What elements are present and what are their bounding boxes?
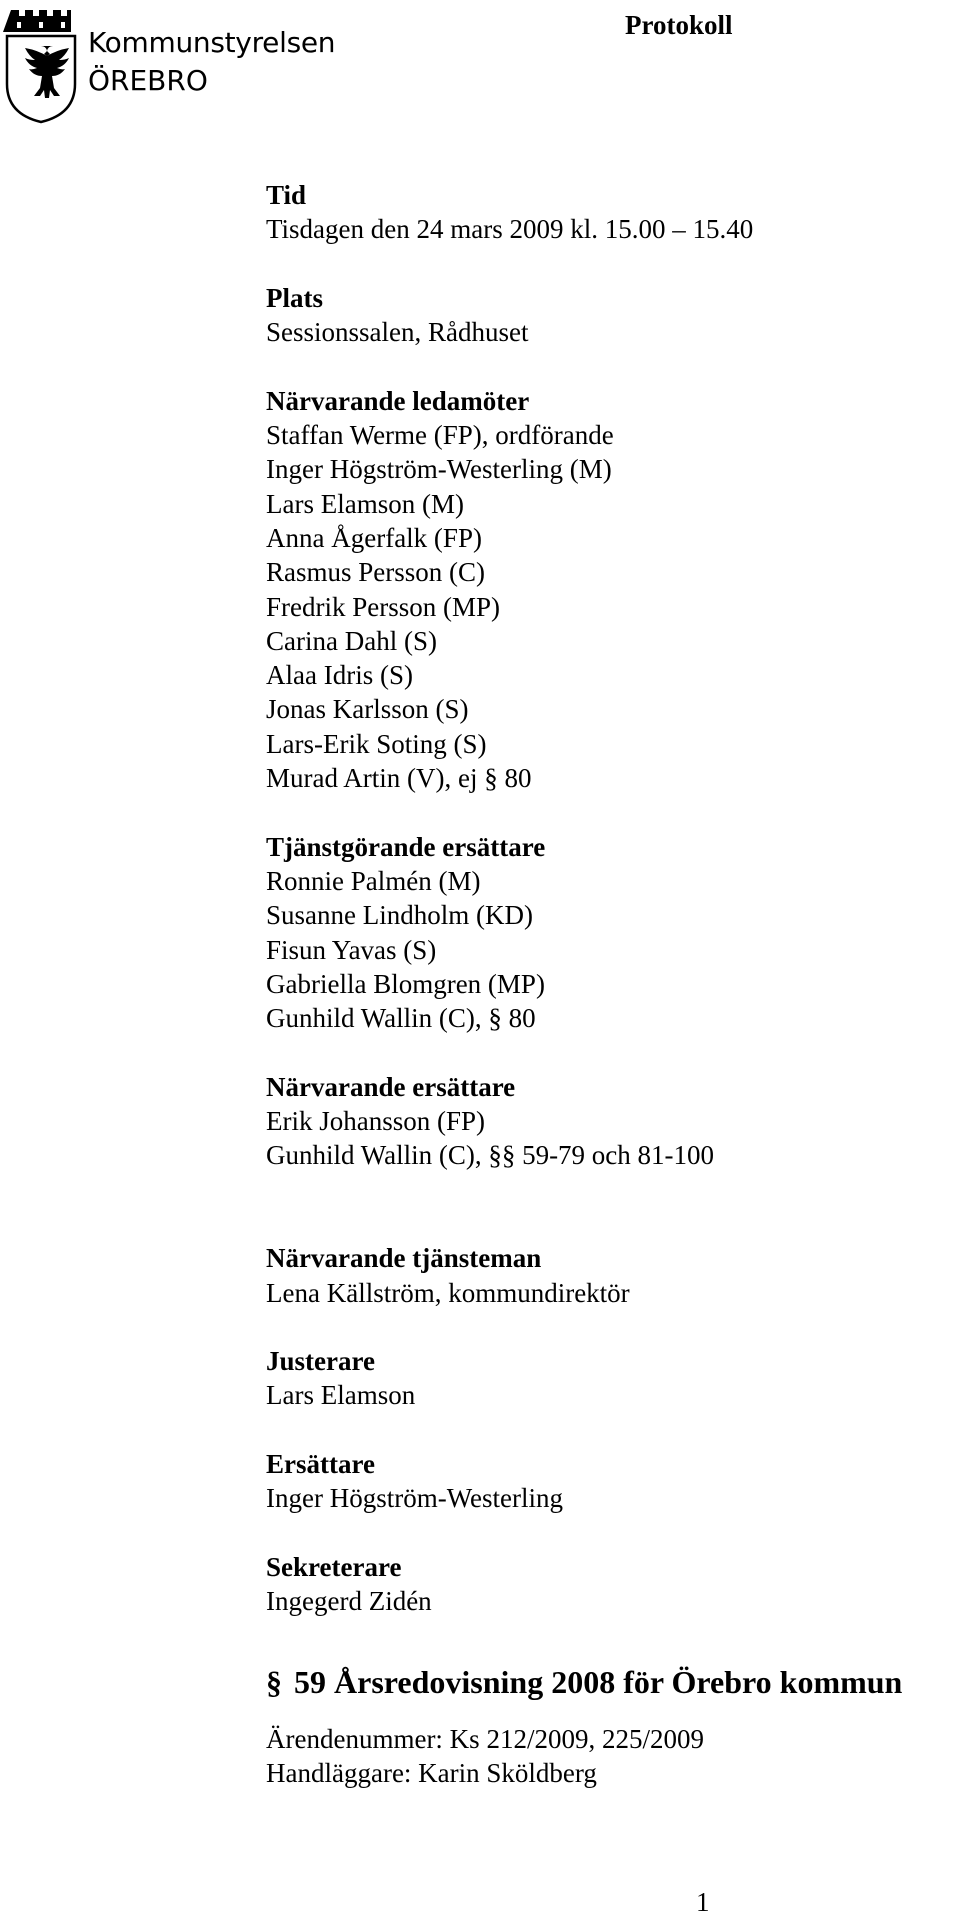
section-secretary [266,1550,956,1619]
case-number: Ärendenummer: Ks 212/2009, 225/2009 [266,1724,704,1754]
case-handler: Handläggare: Karin Sköldberg [266,1758,597,1789]
member-line: Gunhild Wallin (C), § 80 [266,1003,536,1034]
section-substitute [266,1447,956,1516]
section-serving-substitutes [266,830,956,1036]
member-line: Gabriella Blomgren (MP) [266,968,545,999]
org-name: Kommunstyrelsen [88,26,336,59]
section-line: Lena Källström, kommundirektör [266,1277,630,1308]
section-line: Lars Elamson [266,1380,416,1411]
member-line: Gunhild Wallin (C), §§ 59-79 och 81-100 [266,1140,715,1171]
member-line: Staffan Werme (FP), ordförande [266,420,614,451]
section-heading: Plats [266,282,323,313]
protocol-body [266,178,956,1653]
section-heading: Närvarande tjänsteman [266,1243,542,1274]
section-present-substitutes [266,1070,956,1173]
orebro-coat-of-arms-icon [3,6,79,124]
member-line: Lars-Erik Soting (S) [266,728,487,759]
member-line: Susanne Lindholm (KD) [266,900,533,931]
page-number: 1 [696,1887,710,1917]
paragraph-sign: § [266,1664,282,1700]
member-line: Ronnie Palmén (M) [266,865,481,896]
member-line: Rasmus Persson (C) [266,557,486,588]
section-place [266,281,956,350]
section-adjuster [266,1344,956,1413]
document-type-label: Protokoll [625,10,733,40]
section-heading: Justerare [266,1346,375,1377]
paragraph-title: 59 Årsredovisning 2008 för Örebro kommun [294,1664,903,1700]
member-line: Inger Högström-Westerling (M) [266,454,612,485]
member-line: Murad Artin (V), ej § 80 [266,763,532,794]
member-line: Anna Ågerfalk (FP) [266,522,482,553]
section-heading: Närvarande ledamöter [266,385,530,416]
section-heading: Tid [266,180,307,210]
section-heading: Sekreterare [266,1551,402,1582]
section-line: Tisdagen den 24 mars 2009 kl. 15.00 – 15.40 [266,214,754,245]
kommunstyrelsen-logo [0,0,345,125]
section-heading: Närvarande ersättare [266,1071,516,1102]
section-line: Inger Högström-Westerling [266,1483,563,1514]
member-line: Lars Elamson (M) [266,488,464,519]
member-line: Erik Johansson (FP) [266,1106,486,1137]
section-line: Ingegerd Zidén [266,1586,432,1617]
section-present-members [266,384,956,796]
member-line: Alaa Idris (S) [266,660,413,691]
section-heading: Ersättare [266,1448,375,1479]
member-line: Fredrik Persson (MP) [266,591,500,622]
section-heading: Tjänstgörande ersättare [266,831,546,862]
member-line: Carina Dahl (S) [266,625,437,656]
section-time [266,178,956,247]
member-line: Fisun Yavas (S) [266,934,437,965]
member-line: Jonas Karlsson (S) [266,694,469,725]
paragraph-heading [266,1664,902,1701]
section-present-officials [266,1241,956,1310]
case-info [266,1722,704,1791]
section-line: Sessionssalen, Rådhuset [266,317,529,348]
org-city: ÖREBRO [88,64,208,97]
